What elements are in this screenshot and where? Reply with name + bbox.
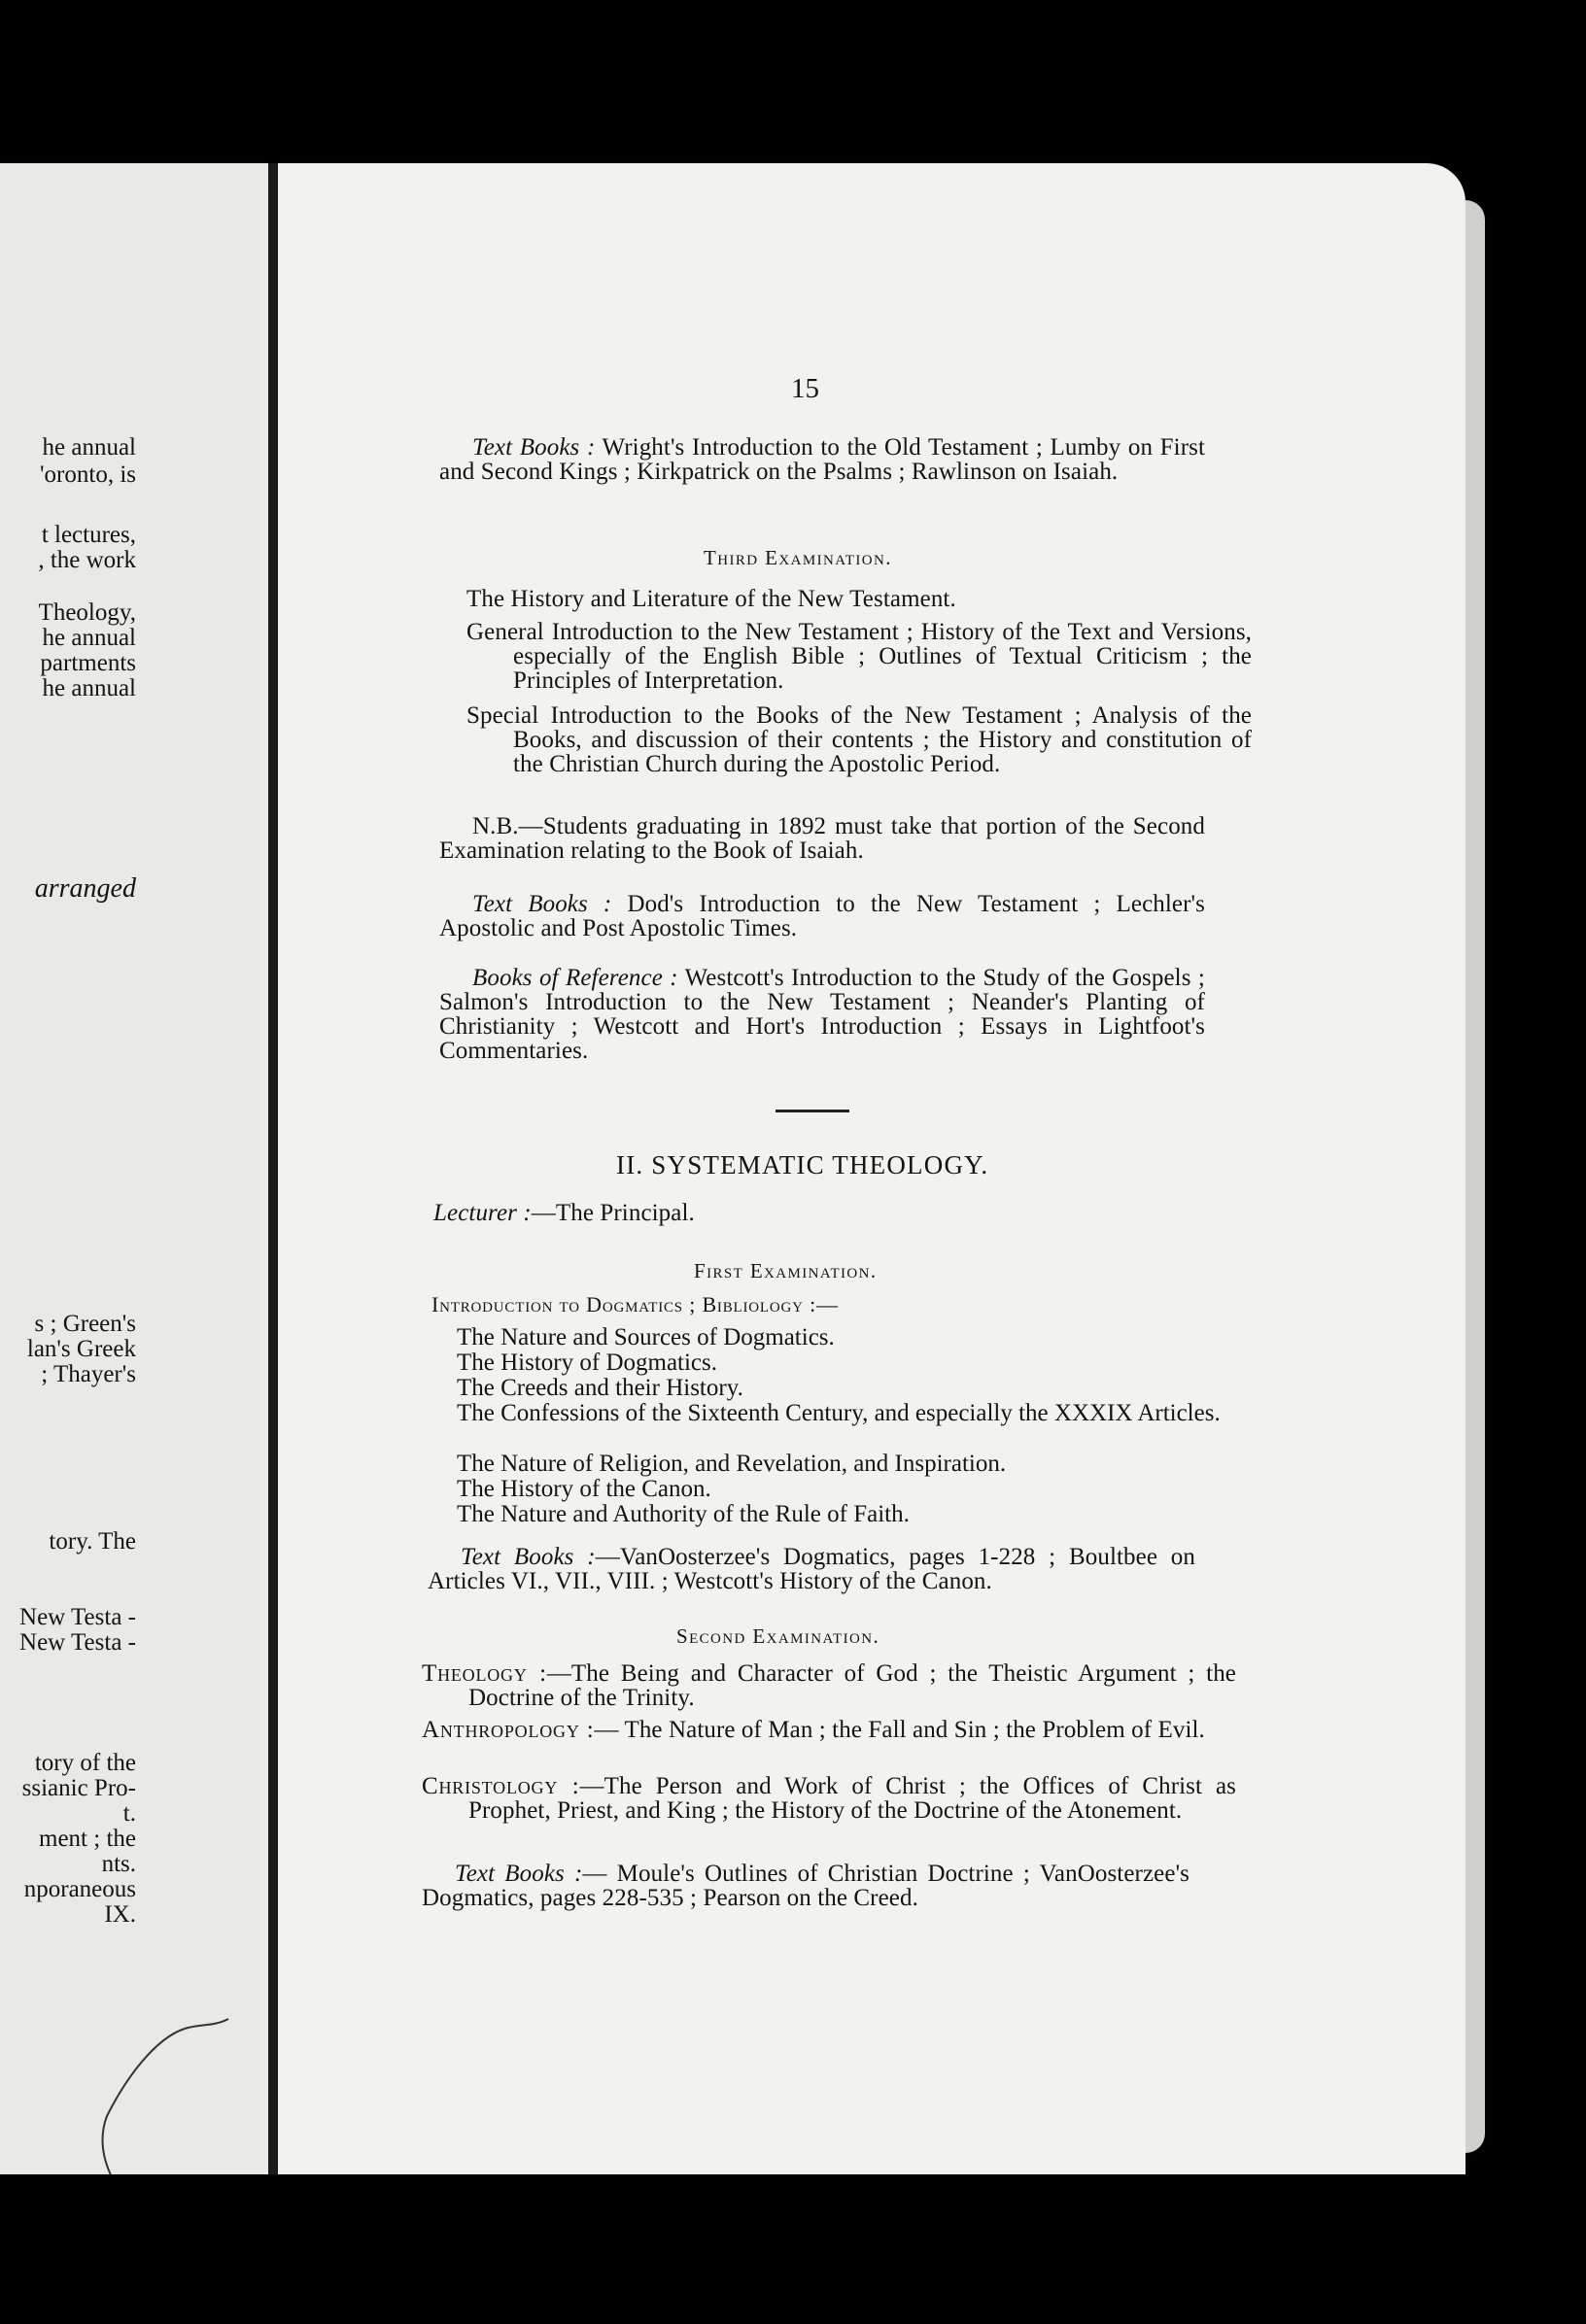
left-fragment: t lectures, [41, 522, 136, 548]
text-books-text: — Moule's Outlines of Christian Doctrine ; VanOosterzee's Dogmatics, pages 228-535 ; Pearson on the Creed. [422, 1861, 1190, 1911]
dogmatics-item: The Nature of Religion, and Revelation, and Inspiration. [457, 1451, 1007, 1477]
third-exam-item: Special Introduction to the Books of the New Testament ; Analysis of the Books, and discussion of their contents ; the History and constitution of the Christian Church during the Apostolic Period. [466, 702, 1252, 777]
books-of-reference-paragraph [439, 966, 1205, 1063]
left-fragment: New Testa - [19, 1629, 136, 1656]
left-fragment: he annual [42, 625, 136, 651]
text-books-label: Text Books : [472, 434, 596, 461]
intro-dogmatics-label: Introduction to Dogmatics ; Bibliology :— [431, 1292, 839, 1316]
left-fragment: partments [40, 650, 136, 676]
text-books-label: Text Books : [461, 1544, 596, 1570]
text-books-paragraph [422, 1862, 1190, 1910]
dogmatics-item: The Creeds and their History. [457, 1375, 743, 1401]
left-fragment: he annual [42, 675, 136, 701]
section-divider [776, 1110, 849, 1112]
anthropology-text: — The Nature of Man ; the Fall and Sin ; the Problem of Evil. [594, 1717, 1205, 1743]
christology-text: —The Person and Work of Christ ; the Offices of Christ as Prophet, Priest, and King ; the History of the Doctrine of the Atonement. [468, 1773, 1236, 1824]
reference-label: Books of Reference : [472, 965, 678, 991]
left-fragment: arranged [34, 873, 136, 904]
left-fragment: tory of the [34, 1750, 136, 1776]
text-books-text: Dod's Introduction to the New Testament ; Lechler's Apostolic and Post Apostolic Times. [439, 891, 1205, 941]
christology-entry [422, 1774, 1236, 1823]
text-books-label: Text Books : [472, 891, 612, 917]
theology-entry [422, 1661, 1236, 1710]
pencil-scribble [39, 2009, 233, 2174]
third-examination-heading: Third Examination. [704, 546, 892, 569]
nb-note: N.B.—Students graduating in 1892 must take that portion of the Second Examination relating to the Book of Isaiah. [439, 813, 1205, 864]
left-fragment: t. [122, 1800, 136, 1827]
left-fragment: Theology, [38, 599, 136, 626]
first-examination-heading: First Examination. [694, 1259, 878, 1282]
left-fragment: New Testa - [19, 1604, 136, 1630]
text-books-paragraph [439, 892, 1205, 940]
text-books-text: —VanOosterzee's Dogmatics, pages 1-228 ; Boultbee on Articles VI., VII., VIII. ; Westcott's History of the Canon. [428, 1544, 1196, 1594]
page-number: 15 [791, 373, 819, 404]
left-page [0, 163, 268, 2174]
third-exam-item: General Introduction to the New Testament ; History of the Text and Versions, especially of the English Bible ; Outlines of Textual Criticism ; the Principles of Interpretation. [466, 619, 1252, 694]
book-gutter [268, 163, 278, 2174]
dogmatics-item: The Nature and Sources of Dogmatics. [457, 1324, 835, 1350]
left-fragment: he annual [42, 434, 136, 461]
third-exam-item: The History and Literature of the New Testament. [466, 586, 956, 612]
text-books-paragraph [439, 435, 1205, 484]
christology-label: Christology : [422, 1773, 580, 1799]
left-fragment: ment ; the [39, 1826, 136, 1852]
left-fragment: lan's Greek [26, 1336, 136, 1362]
text-books-paragraph [428, 1545, 1195, 1593]
theology-label: Theology : [422, 1660, 547, 1687]
section-heading: II. SYSTEMATIC THEOLOGY. [616, 1150, 989, 1179]
anthropology-entry [422, 1718, 1236, 1742]
lecturer-label: Lecturer : [433, 1200, 532, 1226]
left-fragment: s ; Green's [34, 1311, 136, 1337]
second-examination-heading: Second Examination. [676, 1624, 880, 1648]
left-fragment: ; Thayer's [41, 1361, 136, 1387]
dogmatics-item: The Confessions of the Sixteenth Century, and especially the XXXIX Articles. [457, 1400, 1221, 1426]
text-books-label: Text Books : [455, 1861, 583, 1887]
lecturer-line [433, 1201, 1017, 1225]
lecturer-name: —The Principal. [531, 1200, 695, 1226]
left-fragment: 'oronto, is [40, 461, 136, 488]
left-fragment: ssianic Pro- [21, 1775, 136, 1801]
left-fragment: nts. [101, 1851, 136, 1877]
text-books-text: Wright's Introduction to the Old Testament ; Lumby on First and Second Kings ; Kirkpatrick on the Psalms ; Rawlinson on Isaiah. [439, 434, 1205, 485]
page-edge [1465, 200, 1485, 2153]
left-fragment: nporaneous [23, 1876, 136, 1902]
reference-text: Westcott's Introduction to the Study of the Gospels ; Salmon's Introduction to the New Testament ; Neander's Planting of Christianity ; Westcott and Hort's Introduction ; Essays in Lightfoot's Commentaries. [439, 965, 1205, 1064]
theology-text: —The Being and Character of God ; the Theistic Argument ; the Doctrine of the Trinity. [468, 1660, 1237, 1711]
anthropology-label: Anthropology : [422, 1717, 595, 1743]
dogmatics-item: The History of Dogmatics. [457, 1350, 718, 1376]
left-fragment: tory. The [49, 1528, 136, 1555]
left-fragment: IX. [104, 1901, 136, 1928]
dogmatics-item: The History of the Canon. [457, 1476, 711, 1502]
left-fragment: , the work [38, 547, 136, 573]
dogmatics-item: The Nature and Authority of the Rule of Faith. [457, 1501, 910, 1527]
